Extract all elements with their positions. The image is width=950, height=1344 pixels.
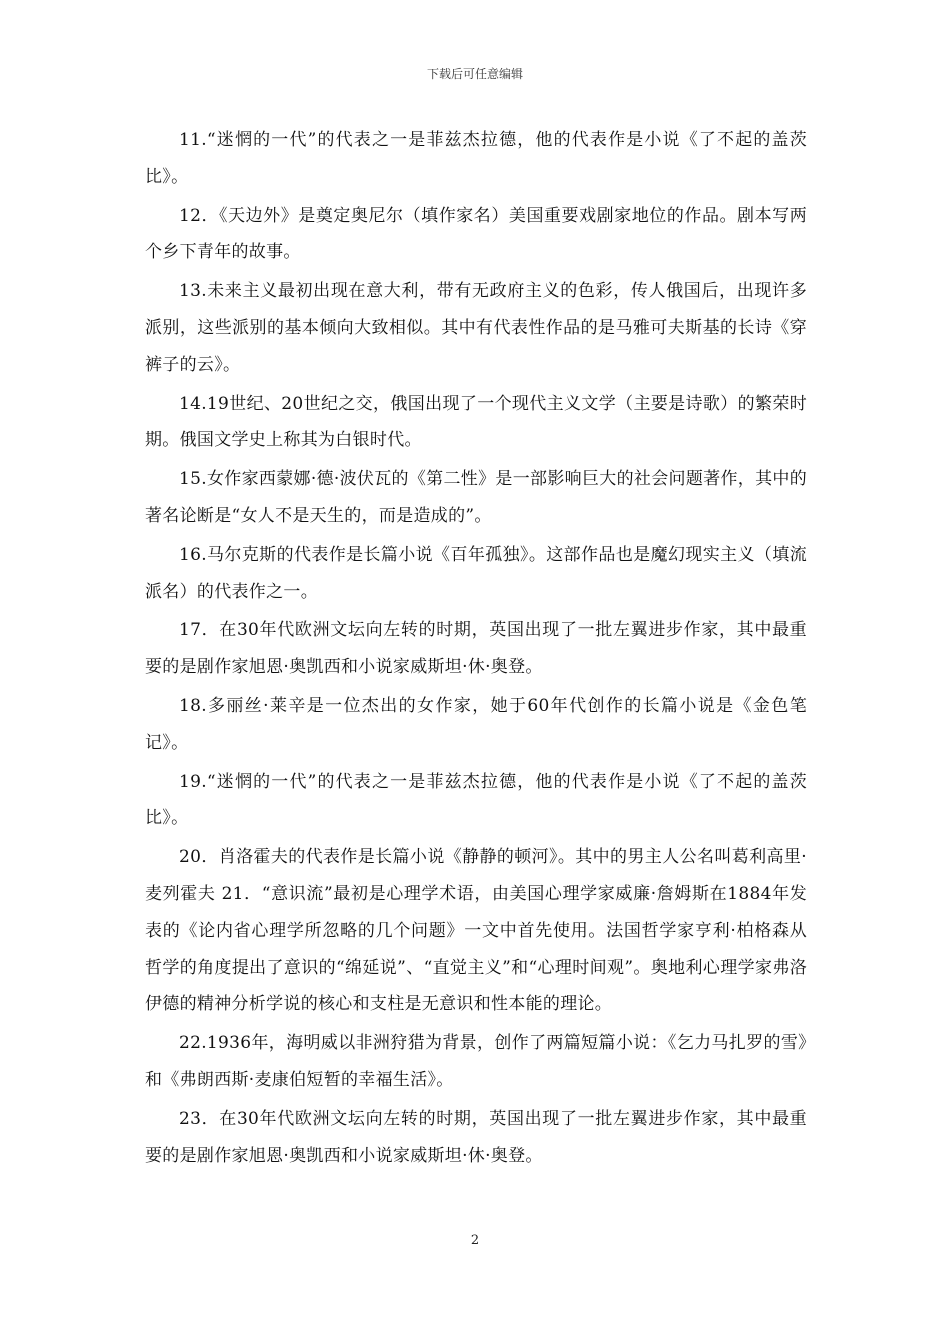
paragraph-16: 16.马尔克斯的代表作是长篇小说《百年孤独》。这部作品也是魔幻现实主义（填流派名）的代表作之一。 [145, 544, 807, 602]
paragraph-18: 18.多丽丝·莱辛是一位杰出的女作家，她于60年代创作的长篇小说是《金色笔记》。 [145, 695, 807, 753]
paragraph-14: 14.19世纪、20世纪之交，俄国出现了一个现代主义文学（主要是诗歌）的繁荣时期。俄国文学史上称其为白银时代。 [145, 393, 807, 451]
document-body [145, 122, 807, 1176]
page-number: 2 [470, 1233, 480, 1248]
paragraph-11: 11.“迷惘的一代”的代表之一是菲兹杰拉德，他的代表作是小说《了不起的盖茨比》。 [145, 130, 807, 187]
paragraph-19: 19.“迷惘的一代”的代表之一是菲兹杰拉德，他的代表作是小说《了不起的盖茨比》。 [145, 771, 807, 829]
paragraph-23: 23．在30年代欧洲文坛向左转的时期，英国出现了一批左翼进步作家，其中最重要的是剧作家旭恩·奥凯西和小说家威斯坦·休·奥登。 [145, 1108, 807, 1166]
paragraph-12: 12．《天边外》是奠定奥尼尔（填作家名）美国重要戏剧家地位的作品。剧本写两个乡下青年的故事。 [145, 205, 807, 263]
paragraph-15: 15.女作家西蒙娜·德·波伏瓦的《第二性》是一部影响巨大的社会问题著作，其中的著名论断是“女人不是天生的，而是造成的”。 [145, 469, 807, 526]
paragraph-13: 13.未来主义最初出现在意大利，带有无政府主义的色彩，传人俄国后，出现许多派别，这些派别的基本倾向大致相似。其中有代表性作品的是马雅可夫斯基的长诗《穿裤子的云》。 [145, 281, 807, 375]
paragraph-17: 17．在30年代欧洲文坛向左转的时期，英国出现了一批左翼进步作家，其中最重要的是剧作家旭恩·奥凯西和小说家威斯坦·休·奥登。 [145, 620, 807, 678]
paragraph-22: 22.1936年，海明威以非洲狩猎为背景，创作了两篇短篇小说：《乞力马扎罗的雪》和《弗朗西斯·麦康伯短暂的幸福生活》。 [145, 1033, 807, 1090]
paragraph-20-21: 20．肖洛霍夫的代表作是长篇小说《静静的顿河》。其中的男主人公名叫葛利高里·麦列霍夫 21．“意识流”最初是心理学术语，由美国心理学家威廉·詹姆斯在1884年发表的《论内省心理学所忽略的几个问题》一文中首先使用。法国哲学家亨利·柏格森从哲学的角度提出了意识的“绵延说”、“直觉主义”和“心理时间观”。奥地利心理学家弗洛伊德的精神分析学说的核心和支柱是无意识和性本能的理论。 [145, 847, 807, 1015]
page-header: 下载后可任意编辑 [426, 67, 523, 81]
